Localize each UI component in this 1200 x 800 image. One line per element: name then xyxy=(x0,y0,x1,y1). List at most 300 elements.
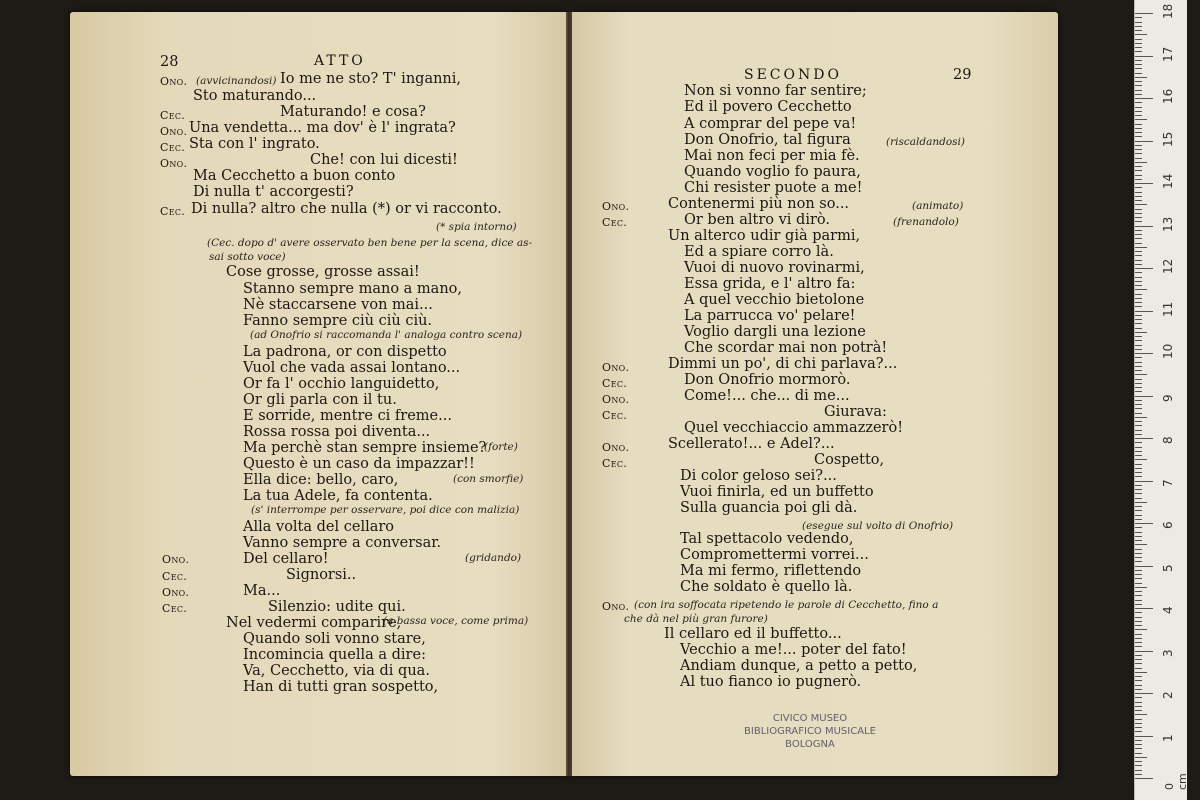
stage-direction: (frenandolo) xyxy=(893,216,959,228)
ruler-tick xyxy=(1135,532,1142,533)
ruler-tick xyxy=(1135,642,1142,643)
ruler-tick xyxy=(1135,353,1153,354)
ruler-tick xyxy=(1135,391,1142,392)
ruler-tick xyxy=(1135,17,1142,18)
ruler-tick xyxy=(1135,727,1142,728)
ruler-tick xyxy=(1135,502,1147,503)
ruler-tick xyxy=(1135,328,1142,329)
ruler-tick xyxy=(1135,379,1142,380)
verse-line: Han di tutti gran sospetto, xyxy=(243,679,439,695)
speaker-label: Ono. xyxy=(160,157,188,170)
verse-line: Stanno sempre mano a mano, xyxy=(243,281,462,297)
ruler-tick xyxy=(1135,204,1147,205)
verse-line: La tua Adele, fa contenta. xyxy=(243,488,433,504)
ruler-tick xyxy=(1135,217,1142,218)
ruler-tick xyxy=(1135,366,1142,367)
ruler-tick xyxy=(1135,519,1142,520)
verse-line: Di nulla t' accorgesti? xyxy=(193,184,354,200)
ruler-tick xyxy=(1135,498,1142,499)
ruler-tick xyxy=(1135,77,1147,78)
ruler-tick xyxy=(1135,574,1142,575)
speaker-label: Cec. xyxy=(160,141,186,154)
verse-line: Di nulla? altro che nulla (*) or vi racconto. xyxy=(191,201,502,217)
ruler-tick xyxy=(1135,778,1153,779)
stage-direction: (gridando) xyxy=(465,552,522,564)
ruler-unit-label: 0 cm xyxy=(1163,773,1189,790)
speaker-label: Cec. xyxy=(160,109,186,122)
verse-line: Vanno sempre a conversar. xyxy=(243,535,442,551)
ruler-tick xyxy=(1135,663,1142,664)
verse-line: Maturando! e cosa? xyxy=(280,104,426,120)
ruler-number: 8 xyxy=(1161,436,1175,444)
speaker-label: Ono. xyxy=(602,200,630,213)
ruler-tick xyxy=(1135,213,1142,214)
speaker-label: Cec. xyxy=(602,216,628,229)
ruler-tick xyxy=(1135,489,1142,490)
ruler-tick xyxy=(1135,162,1147,163)
ruler-tick xyxy=(1135,340,1142,341)
ruler-tick xyxy=(1135,175,1142,176)
ruler-tick xyxy=(1135,404,1142,405)
ruler-tick xyxy=(1135,306,1142,307)
ruler-tick xyxy=(1135,111,1142,112)
verse-line: Ed il povero Cecchetto xyxy=(684,99,852,115)
ruler-number: 10 xyxy=(1161,343,1175,359)
verse-line: Del cellaro! xyxy=(243,551,329,567)
ruler-tick xyxy=(1135,170,1142,171)
verse-line: Quando voglio fo paura, xyxy=(684,164,861,180)
verse-line: A quel vecchio bietolone xyxy=(684,292,865,308)
ruler-number: 1 xyxy=(1161,733,1175,742)
speaker-label: Ono. xyxy=(160,125,188,138)
verse-line: Che scordar mai non potrà! xyxy=(684,340,888,356)
ruler-tick xyxy=(1135,447,1142,448)
ruler-tick xyxy=(1135,238,1142,239)
ruler-tick xyxy=(1135,600,1142,601)
ruler-tick xyxy=(1135,47,1142,48)
ruler-tick xyxy=(1135,719,1142,720)
speaker-label: Ono. xyxy=(602,600,630,613)
verse-line: Silenzio: udite qui. xyxy=(268,599,406,615)
ruler-tick xyxy=(1135,459,1147,460)
ruler-tick xyxy=(1135,629,1147,630)
left-page-number: 28 xyxy=(160,54,179,70)
verse-line: Un alterco udir già parmi, xyxy=(668,228,861,244)
speaker-label: Cec. xyxy=(160,205,186,218)
ruler-number: 18 xyxy=(1161,3,1175,19)
ruler-tick xyxy=(1135,192,1142,193)
verse-line: Or ben altro vi dirò. xyxy=(684,212,830,228)
ruler-tick xyxy=(1135,336,1142,337)
ruler-number: 5 xyxy=(1161,563,1175,572)
ruler-tick xyxy=(1135,73,1142,74)
stage-direction: (forte) xyxy=(484,441,518,453)
stamp-line: CIVICO MUSEO xyxy=(772,713,848,724)
ruler-tick xyxy=(1135,434,1142,435)
ruler-tick xyxy=(1135,527,1142,528)
ruler-tick xyxy=(1135,723,1142,724)
speaker-label: Ono. xyxy=(602,361,630,374)
ruler-tick xyxy=(1135,731,1142,732)
ruler-number: 16 xyxy=(1161,88,1175,104)
stage-direction: (con smorfie) xyxy=(453,473,524,485)
ruler-number: 3 xyxy=(1161,648,1175,657)
ruler-tick xyxy=(1135,774,1142,775)
ruler-tick xyxy=(1135,298,1142,299)
verse-line: Don Onofrio, tal figura xyxy=(684,132,851,148)
ruler-tick xyxy=(1135,493,1142,494)
ruler-tick xyxy=(1135,145,1142,146)
ruler-tick xyxy=(1135,604,1142,605)
verse-line: Rossa rossa poi diventa... xyxy=(243,424,431,440)
verse-line: Sto maturando... xyxy=(193,88,317,104)
verse-line: Questo è un caso da impazzar!! xyxy=(243,456,475,472)
ruler-tick xyxy=(1135,608,1153,609)
ruler-tick xyxy=(1135,536,1142,537)
ruler-tick xyxy=(1135,221,1142,222)
ruler-tick xyxy=(1135,396,1153,397)
stamp-line: BOLOGNA xyxy=(785,739,835,750)
verse-line: Io me ne sto? T' inganni, xyxy=(280,71,462,87)
verse-line: Fanno sempre ciù ciù ciù. xyxy=(243,313,433,329)
ruler-tick xyxy=(1135,166,1142,167)
stage-direction: che dà nel più gran furore) xyxy=(624,613,768,625)
ruler-number: 4 xyxy=(1161,606,1175,614)
speaker-label: Ono. xyxy=(162,553,190,566)
ruler-tick xyxy=(1135,345,1142,346)
ruler-tick xyxy=(1135,566,1153,567)
stamp-line: BIBLIOGRAFICO MUSICALE xyxy=(744,726,876,737)
verse-line: Dimmi un po', di chi parlava?... xyxy=(668,356,898,372)
library-stamp xyxy=(740,712,880,751)
ruler-tick xyxy=(1135,425,1142,426)
right-running-header: SECONDO xyxy=(744,67,842,83)
verse-line: Come!... che... di me... xyxy=(684,388,850,404)
ruler-tick xyxy=(1135,693,1153,694)
ruler-tick xyxy=(1135,187,1142,188)
ruler-tick xyxy=(1135,553,1142,554)
ruler-tick xyxy=(1135,281,1142,282)
ruler-tick xyxy=(1135,149,1142,150)
ruler-tick xyxy=(1135,672,1147,673)
ruler-tick xyxy=(1135,578,1142,579)
verse-line: Scellerato!... e Adel?... xyxy=(668,436,835,452)
ruler-tick xyxy=(1135,81,1142,82)
ruler-tick xyxy=(1135,400,1142,401)
ruler-tick xyxy=(1135,736,1153,737)
ruler-tick xyxy=(1135,540,1142,541)
ruler-tick xyxy=(1135,26,1142,27)
ruler-tick xyxy=(1135,510,1142,511)
verse-line: Chi resister puote a me! xyxy=(684,180,863,196)
ruler-tick xyxy=(1135,107,1142,108)
ruler-tick xyxy=(1135,481,1153,482)
ruler-number: 7 xyxy=(1161,478,1175,487)
ruler-tick xyxy=(1135,591,1142,592)
verse-line: Andiam dunque, a petto a petto, xyxy=(680,658,918,674)
ruler-tick xyxy=(1135,549,1142,550)
verse-line: Vuol che vada assai lontano... xyxy=(243,360,461,376)
stage-direction: (avvicinandosi) xyxy=(196,75,277,87)
ruler-tick xyxy=(1135,102,1142,103)
verse-line: Contenermi più non so... xyxy=(668,196,850,212)
ruler-tick xyxy=(1135,421,1142,422)
ruler-tick xyxy=(1135,226,1153,227)
verse-line: Che! con lui dicesti! xyxy=(310,152,458,168)
verse-line: Ma... xyxy=(243,583,281,599)
ruler-tick xyxy=(1135,676,1142,677)
ruler-tick xyxy=(1135,544,1147,545)
ruler-tick xyxy=(1135,332,1147,333)
ruler-tick xyxy=(1135,680,1142,681)
ruler-tick xyxy=(1135,506,1142,507)
ruler-tick xyxy=(1135,476,1142,477)
ruler-tick xyxy=(1135,557,1142,558)
ruler-tick xyxy=(1135,319,1142,320)
ruler-tick xyxy=(1135,51,1142,52)
ruler-tick xyxy=(1135,179,1142,180)
ruler-tick xyxy=(1135,710,1142,711)
ruler-tick xyxy=(1135,243,1142,244)
ruler-tick xyxy=(1135,417,1147,418)
ruler-tick xyxy=(1135,740,1142,741)
ruler-tick xyxy=(1135,85,1142,86)
stage-direction: (a bassa voce, come prima) xyxy=(383,615,529,627)
ruler-tick xyxy=(1135,39,1142,40)
verse-line: Di color geloso sei?... xyxy=(680,468,837,484)
stage-direction: (esegue sul volto di Onofrio) xyxy=(802,520,954,532)
ruler-tick xyxy=(1135,455,1142,456)
ruler-tick xyxy=(1135,570,1142,571)
verse-line: A comprar del pepe va! xyxy=(684,116,857,132)
ruler-tick xyxy=(1135,515,1142,516)
verse-line: Nè staccarsene von mai... xyxy=(243,297,433,313)
verse-line: Al tuo fianco io pugnerò. xyxy=(680,674,862,690)
ruler-tick xyxy=(1135,209,1142,210)
verse-line: Cospetto, xyxy=(814,452,885,468)
verse-line: Sulla guancia poi gli dà. xyxy=(680,500,858,516)
ruler-tick xyxy=(1135,362,1142,363)
speaker-label: Ono. xyxy=(602,441,630,454)
verse-line: Ma mi fermo, riflettendo xyxy=(680,563,862,579)
speaker-label: Cec. xyxy=(602,377,628,390)
ruler-tick xyxy=(1135,685,1142,686)
verse-line: Or fa l' occhio languidetto, xyxy=(243,376,440,392)
verse-line: Non si vonno far sentire; xyxy=(684,83,867,99)
stage-direction: (ad Onofrio si raccomanda l' analoga contro scena) xyxy=(250,329,523,341)
stage-direction: (Cec. dopo d' avere osservato ben bene per la scena, dice as- xyxy=(207,237,533,249)
ruler-tick xyxy=(1135,617,1142,618)
verse-line: E sorride, mentre ci freme... xyxy=(243,408,452,424)
verse-line: Vecchio a me!... poter del fato! xyxy=(680,642,907,658)
verse-line: Tal spettacolo vedendo, xyxy=(680,531,854,547)
ruler-tick xyxy=(1135,200,1142,201)
ruler-tick xyxy=(1135,430,1142,431)
ruler-tick xyxy=(1135,485,1142,486)
ruler-tick xyxy=(1135,132,1142,133)
verse-line: Va, Cecchetto, via di qua. xyxy=(243,663,430,679)
ruler-tick xyxy=(1135,370,1142,371)
ruler-tick xyxy=(1135,124,1142,125)
ruler-tick xyxy=(1135,374,1147,375)
verse-line: Voglio dargli una lezione xyxy=(684,324,866,340)
verse-line: Compromettermi vorrei... xyxy=(680,547,869,563)
verse-line: Alla volta del cellaro xyxy=(243,519,395,535)
ruler-tick xyxy=(1135,451,1142,452)
verse-line: Mai non feci per mia fè. xyxy=(684,148,860,164)
verse-line: Che soldato è quello là. xyxy=(680,579,853,595)
ruler-tick xyxy=(1135,638,1142,639)
verse-line: Essa grida, e l' altro fa: xyxy=(684,276,856,292)
ruler-tick xyxy=(1135,277,1142,278)
stage-direction: (animato) xyxy=(912,200,964,212)
verse-line: Signorsi.. xyxy=(286,567,357,583)
ruler-tick xyxy=(1135,294,1142,295)
ruler-number: 6 xyxy=(1161,521,1175,529)
ruler-tick xyxy=(1135,323,1142,324)
stage-direction: (con ira soffocata ripetendo le parole di Cecchetto, fino a xyxy=(634,599,939,611)
verse-line: Incomincia quella a dire: xyxy=(243,647,426,663)
ruler-tick xyxy=(1135,595,1142,596)
measurement-ruler xyxy=(1134,0,1187,800)
ruler-number: 2 xyxy=(1161,691,1175,699)
ruler-tick xyxy=(1135,349,1142,350)
speaker-label: Ono. xyxy=(160,75,188,88)
ruler-tick xyxy=(1135,251,1142,252)
right-page-number: 29 xyxy=(953,67,972,83)
ruler-tick xyxy=(1135,285,1142,286)
ruler-tick xyxy=(1135,260,1142,261)
ruler-tick xyxy=(1135,464,1142,465)
ruler-tick xyxy=(1135,408,1142,409)
ruler-tick xyxy=(1135,234,1142,235)
ruler-tick xyxy=(1135,757,1147,758)
ruler-tick xyxy=(1135,748,1142,749)
verse-line: Don Onofrio mormorò. xyxy=(684,372,851,388)
ruler-tick xyxy=(1135,268,1153,269)
verse-line: Vuoi di nuovo rovinarmi, xyxy=(684,260,865,276)
ruler-tick xyxy=(1135,357,1142,358)
verse-line: Ma Cecchetto a buon conto xyxy=(193,168,396,184)
ruler-tick xyxy=(1135,34,1147,35)
ruler-tick xyxy=(1135,621,1142,622)
ruler-tick xyxy=(1135,115,1142,116)
ruler-tick xyxy=(1135,761,1142,762)
speaker-label: Cec. xyxy=(162,570,188,583)
ruler-tick xyxy=(1135,612,1142,613)
ruler-tick xyxy=(1135,714,1147,715)
ruler-tick xyxy=(1135,13,1153,14)
ruler-tick xyxy=(1135,43,1142,44)
ruler-tick xyxy=(1135,702,1142,703)
ruler-tick xyxy=(1135,697,1142,698)
ruler-number: 13 xyxy=(1161,216,1175,232)
ruler-tick xyxy=(1135,56,1153,57)
speaker-label: Ono. xyxy=(162,586,190,599)
verse-line: Ma perchè stan sempre insieme? xyxy=(243,440,487,456)
ruler-tick xyxy=(1135,655,1142,656)
ruler-tick xyxy=(1135,770,1142,771)
speaker-label: Cec. xyxy=(602,457,628,470)
ruler-tick xyxy=(1135,68,1142,69)
ruler-tick xyxy=(1135,94,1142,95)
ruler-tick xyxy=(1135,289,1147,290)
ruler-tick xyxy=(1135,625,1142,626)
ruler-tick xyxy=(1135,128,1142,129)
ruler-number: 15 xyxy=(1161,131,1175,147)
ruler-tick xyxy=(1135,64,1142,65)
ruler-tick xyxy=(1135,60,1142,61)
ruler-tick xyxy=(1135,387,1142,388)
speaker-label: Ono. xyxy=(602,393,630,406)
ruler-tick xyxy=(1135,90,1142,91)
ruler-tick xyxy=(1135,119,1147,120)
verse-line: Or gli parla con il tu. xyxy=(243,392,397,408)
verse-line: Quando soli vonno stare, xyxy=(243,631,426,647)
left-running-header: ATTO xyxy=(314,53,366,69)
ruler-tick xyxy=(1135,183,1153,184)
ruler-tick xyxy=(1135,383,1142,384)
ruler-tick xyxy=(1135,247,1147,248)
verse-line: La parrucca vo' pelare! xyxy=(684,308,856,324)
verse-line: Ella dice: bello, caro, xyxy=(243,472,399,488)
ruler-tick xyxy=(1135,468,1142,469)
stage-direction: (riscaldandosi) xyxy=(886,136,965,148)
verse-line: Sta con l' ingrato. xyxy=(189,136,320,152)
stage-direction: (* spia intorno) xyxy=(436,221,517,233)
ruler-tick xyxy=(1135,98,1153,99)
verse-line: Nel vedermi comparire, xyxy=(226,615,402,631)
speaker-label: Cec. xyxy=(602,409,628,422)
ruler-tick xyxy=(1135,442,1142,443)
ruler-tick xyxy=(1135,523,1153,524)
verse-line: La padrona, or con dispetto xyxy=(243,344,447,360)
ruler-number: 11 xyxy=(1161,301,1175,317)
ruler-tick xyxy=(1135,264,1142,265)
ruler-tick xyxy=(1135,413,1142,414)
ruler-tick xyxy=(1135,255,1142,256)
verse-line: Quel vecchiaccio ammazzerò! xyxy=(684,420,904,436)
verse-line: Ed a spiare corro là. xyxy=(684,244,834,260)
ruler-tick xyxy=(1135,153,1142,154)
ruler-tick xyxy=(1135,587,1147,588)
ruler-tick xyxy=(1135,22,1142,23)
ruler-tick xyxy=(1135,744,1142,745)
verse-line: Vuoi finirla, ed un buffetto xyxy=(680,484,874,500)
stage-direction: sai sotto voce) xyxy=(209,251,286,263)
ruler-tick xyxy=(1135,659,1142,660)
ruler-tick xyxy=(1135,272,1142,273)
ruler-tick xyxy=(1135,561,1142,562)
ruler-tick xyxy=(1135,30,1142,31)
verse-line: Una vendetta... ma dov' è l' ingrata? xyxy=(189,120,456,136)
ruler-tick xyxy=(1135,689,1142,690)
verse-line: Giurava: xyxy=(824,404,887,420)
ruler-tick xyxy=(1135,196,1142,197)
ruler-tick xyxy=(1135,646,1142,647)
speaker-label: Cec. xyxy=(162,602,188,615)
ruler-number: 12 xyxy=(1161,258,1175,274)
ruler-tick xyxy=(1135,668,1142,669)
ruler-tick xyxy=(1135,634,1142,635)
ruler-number: 9 xyxy=(1161,393,1175,402)
ruler-tick xyxy=(1135,230,1142,231)
ruler-tick xyxy=(1135,141,1153,142)
ruler-tick xyxy=(1135,765,1142,766)
ruler-tick xyxy=(1135,472,1142,473)
ruler-tick xyxy=(1135,706,1142,707)
ruler-tick xyxy=(1135,302,1142,303)
